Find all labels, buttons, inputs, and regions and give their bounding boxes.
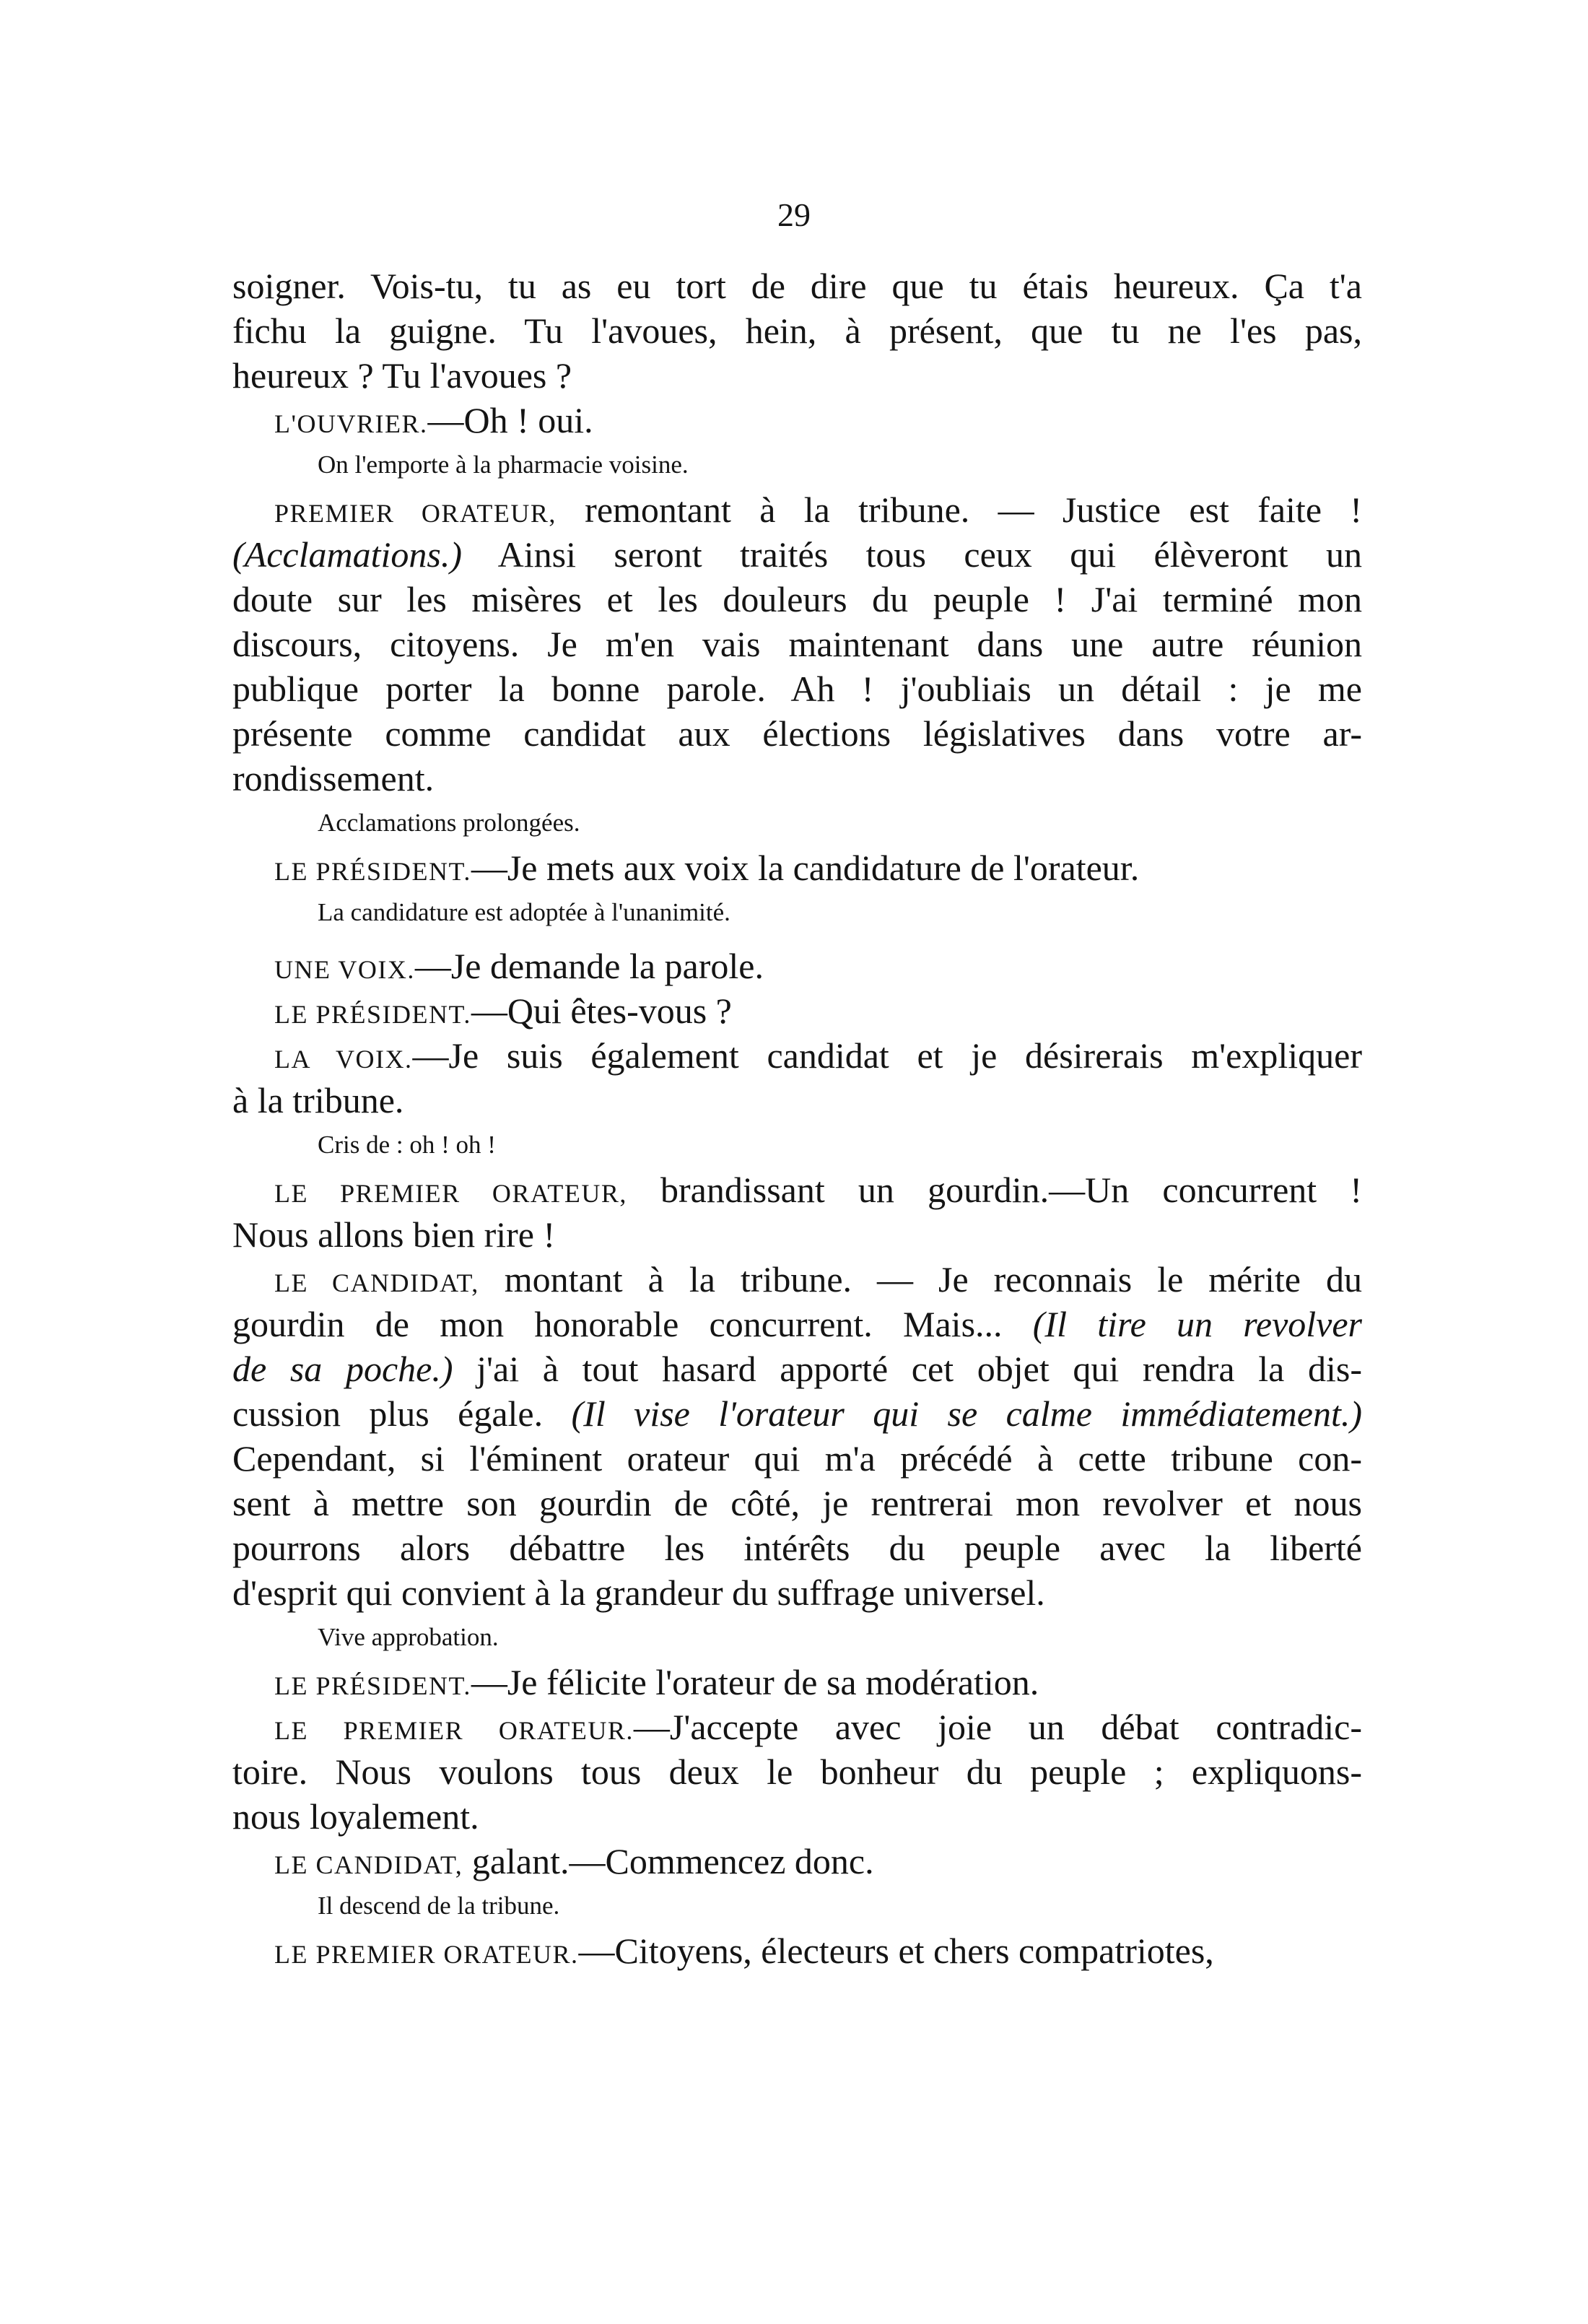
text-line: doute sur les misères et les douleurs du peuple ! J'ai terminé mon <box>232 579 1362 619</box>
dialogue-text: —Je mets aux voix la candidature de l'orateur. <box>471 848 1140 888</box>
dialogue-line <box>232 1257 1362 1302</box>
text-line: pourrons alors débattre les intérêts du peuple avec la liberté <box>232 1528 1362 1568</box>
dialogue-text: montant à la tribune. — Je reconnais le mérite du <box>479 1259 1362 1300</box>
stage-direction: Vive approbation. <box>318 1623 499 1651</box>
speaker-name: LE PRÉSIDENT. <box>274 1671 471 1700</box>
speaker-name: LE PREMIER ORATEUR. <box>274 1940 579 1969</box>
dialogue-text: brandissant un gourdin.—Un concurrent ! <box>627 1170 1363 1210</box>
stage-direction: Il descend de la tribune. <box>318 1892 560 1920</box>
stage-direction: La candidature est adoptée à l'unanimité. <box>318 898 730 926</box>
stage-direction: Cris de : oh ! oh ! <box>318 1131 496 1159</box>
dialogue-line <box>232 988 1362 1033</box>
page-body <box>232 264 1362 1973</box>
dialogue-text: cussion plus égale. <box>232 1393 572 1434</box>
italic-text: (Il vise l'orateur qui se calme immédiatement.) <box>571 1393 1362 1434</box>
text-line: Cependant, si l'éminent orateur qui m'a précédé à cette tribune con- <box>232 1438 1362 1479</box>
dialogue-line <box>232 1928 1362 1973</box>
speaker-name: LE CANDIDAT, <box>274 1850 463 1879</box>
text-line: à la tribune. <box>232 1080 404 1120</box>
dialogue-line <box>232 487 1362 532</box>
text-line: présente comme candidat aux élections législatives dans votre ar- <box>232 713 1362 754</box>
text-line: fichu la guigne. Tu l'avoues, hein, à présent, que tu ne l'es pas, <box>232 310 1362 351</box>
speaker-name: UNE VOIX. <box>274 955 415 984</box>
stage-direction: Acclamations prolongées. <box>318 809 580 837</box>
text-line: nous loyalement. <box>232 1796 479 1837</box>
dialogue-line <box>232 1391 1362 1436</box>
dialogue-text: —Qui êtes-vous ? <box>471 991 732 1031</box>
speaker-name: LE PREMIER ORATEUR, <box>274 1179 627 1208</box>
dialogue-line <box>232 1033 1362 1078</box>
dialogue-line <box>232 1660 1362 1705</box>
dialogue-text: —Je félicite l'orateur de sa modération. <box>471 1662 1039 1702</box>
speaker-name: LA VOIX. <box>274 1045 413 1074</box>
dialogue-text: —Je suis également candidat et je désirerais m'expliquer <box>412 1035 1362 1076</box>
dialogue-line <box>232 1302 1362 1346</box>
dialogue-line <box>232 1705 1362 1749</box>
speaker-name: LE PRÉSIDENT. <box>274 1000 471 1029</box>
speaker-name: LE PRÉSIDENT. <box>274 857 471 886</box>
dialogue-line <box>232 944 1362 988</box>
speaker-name: LE CANDIDAT, <box>274 1268 479 1297</box>
dialogue-text: j'ai à tout hasard apporté cet objet qui rendra la dis- <box>453 1349 1362 1389</box>
stage-direction: On l'emporte à la pharmacie voisine. <box>318 451 689 479</box>
dialogue-text: Ainsi seront traités tous ceux qui élèveront un <box>461 534 1362 575</box>
dialogue-text: galant.—Commencez donc. <box>463 1841 874 1881</box>
dialogue-line <box>232 1167 1362 1212</box>
text-line: heureux ? Tu l'avoues ? <box>232 355 572 396</box>
speaker-name: LE PREMIER ORATEUR. <box>274 1716 634 1745</box>
text-line: soigner. Vois-tu, tu as eu tort de dire que tu étais heureux. Ça t'a <box>232 266 1362 306</box>
dialogue-text: remontant à la tribune. — Justice est faite ! <box>556 489 1362 530</box>
speaker-name: L'OUVRIER. <box>274 409 428 438</box>
text-line: toire. Nous voulons tous deux le bonheur du peuple ; expliquons- <box>232 1751 1362 1792</box>
dialogue-text: —Oh ! oui. <box>427 400 593 440</box>
text-line: publique porter la bonne parole. Ah ! j'oubliais un détail : je me <box>232 669 1362 709</box>
speaker-name: PREMIER ORATEUR, <box>274 499 557 528</box>
page-number: 29 <box>777 196 811 233</box>
text-line: discours, citoyens. Je m'en vais maintenant dans une autre réunion <box>232 624 1362 664</box>
dialogue-text: —J'accepte avec joie un débat contradic- <box>633 1707 1363 1747</box>
dialogue-text: gourdin de mon honorable concurrent. Mais... <box>232 1304 1033 1344</box>
dialogue-text: —Citoyens, électeurs et chers compatriotes, <box>578 1931 1214 1971</box>
text-line: rondissement. <box>232 758 435 798</box>
dialogue-line <box>232 1346 1362 1391</box>
italic-text: (Il tire un revolver <box>1032 1304 1362 1344</box>
dialogue-line <box>232 845 1362 890</box>
dialogue-line <box>232 398 1362 443</box>
italic-text: de sa poche.) <box>232 1349 453 1389</box>
text-line: Nous allons bien rire ! <box>232 1214 556 1255</box>
text-line: d'esprit qui convient à la grandeur du suffrage universel. <box>232 1572 1045 1613</box>
dialogue-text: —Je demande la parole. <box>414 946 764 986</box>
dialogue-line <box>232 1839 1362 1884</box>
italic-text: (Acclamations.) <box>232 534 462 575</box>
text-line: sent à mettre son gourdin de côté, je rentrerai mon revolver et nous <box>232 1483 1362 1523</box>
dialogue-line <box>232 532 1362 577</box>
